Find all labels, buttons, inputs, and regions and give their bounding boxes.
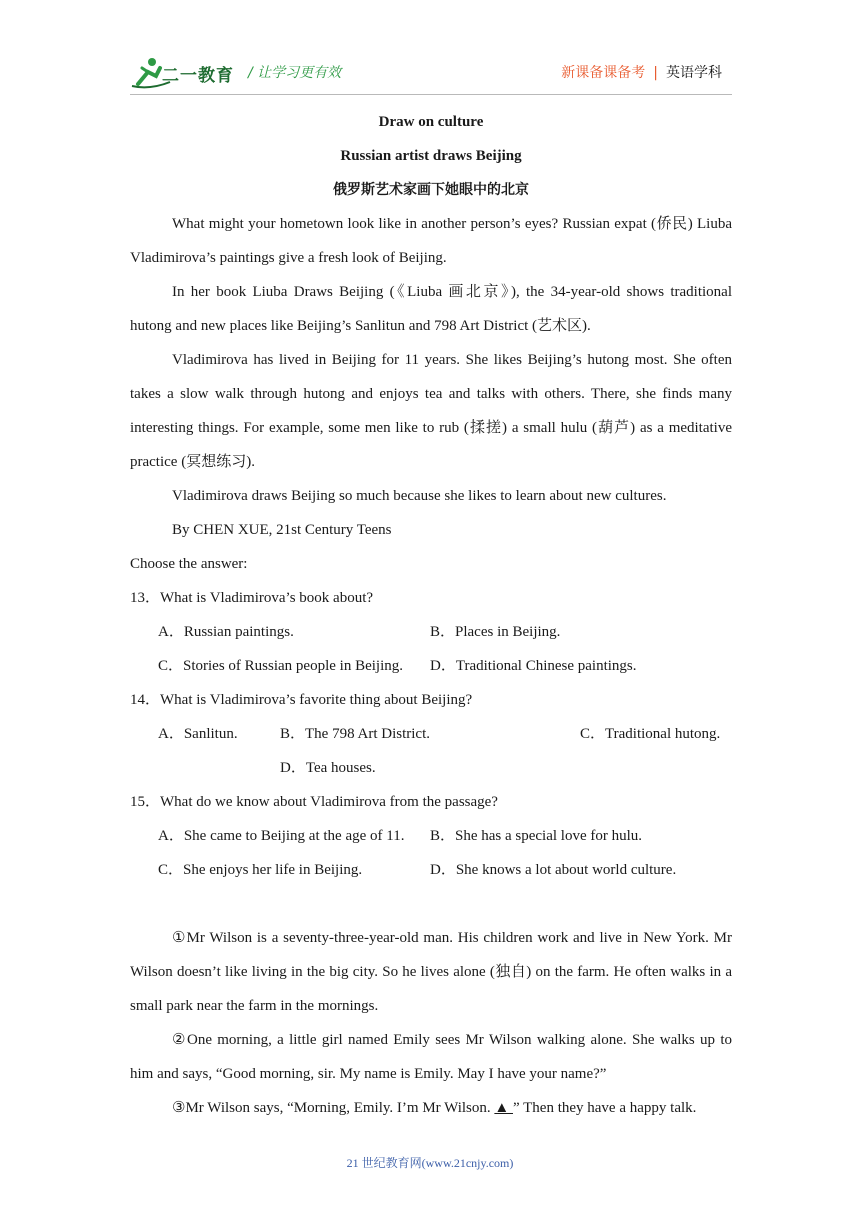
- options-row: [130, 649, 732, 683]
- logo-text: 二一教育: [162, 66, 234, 86]
- article-paragraph: In her book Liuba Draws Beijing (《Liuba 画北京》), the 34-year-old shows traditional hutong and new places like Beijing’s Sanlitun and 798 Art District (艺术区).: [130, 284, 732, 334]
- options-row: [130, 853, 732, 887]
- options-row: [130, 751, 732, 785]
- option-c: C．Traditional hutong.: [580, 726, 721, 742]
- story-paragraph: ①Mr Wilson is a seventy-three-year-old man. His children work and live in New York. Mr Wilson doesn’t like living in the big city. So he lives alone (独自) on the farm. He often walks in a small park near the farm in the mornings.: [130, 930, 732, 1014]
- option-d: D．Tea houses.: [280, 760, 376, 776]
- instruction: Choose the answer:: [130, 556, 248, 572]
- article-paragraph: Vladimirova has lived in Beijing for 11 years. She likes Beijing’s hutong most. She often takes a slow walk through hutong and enjoys tea and talks with others. There, she finds many interesting things. For example, some men like to rub (揉搓) a small hulu (葫芦) as a meditative practice (冥想练习).: [130, 352, 732, 470]
- option-c: C．She enjoys her life in Beijing.: [158, 862, 363, 878]
- question-stem: 13．What is Vladimirova’s book about?: [130, 590, 374, 606]
- options-row: [130, 615, 732, 649]
- document-body: [130, 105, 732, 1125]
- article-chinese-title: 俄罗斯艺术家画下她眼中的北京: [333, 182, 529, 198]
- option-d: D．She knows a lot about world culture.: [430, 862, 677, 878]
- header-subject: [561, 62, 722, 82]
- question-stem: 15．What do we know about Vladimirova from the passage?: [130, 794, 498, 810]
- options-row: [130, 819, 732, 853]
- option-a: A．Russian paintings.: [158, 624, 294, 640]
- option-b: B．Places in Beijing.: [430, 624, 561, 640]
- option-c: C．Stories of Russian people in Beijing.: [158, 658, 403, 674]
- question-stem: 14．What is Vladimirova’s favorite thing about Beijing?: [130, 692, 473, 708]
- article-title: Draw on culture: [378, 114, 484, 130]
- page-header: [130, 52, 732, 92]
- header-course-label: 新课备课备考: [561, 65, 646, 81]
- story-paragraph: ②One morning, a little girl named Emily sees Mr Wilson walking alone. She walks up to him and says, “Good morning, sir. My name is Emily. May I have your name?”: [130, 1032, 732, 1082]
- answer-blank: ▲: [494, 1100, 513, 1116]
- story-text: ③Mr Wilson says, “Morning, Emily. I’m Mr Wilson.: [172, 1100, 495, 1116]
- header-subject-label: 英语学科: [666, 65, 722, 81]
- story-text: ” Then they have a happy talk.: [512, 1100, 697, 1116]
- option-b: B．The 798 Art District.: [280, 726, 430, 742]
- options-row: [130, 717, 732, 751]
- article-byline: By CHEN XUE, 21st Century Teens: [172, 522, 392, 538]
- option-a: A．She came to Beijing at the age of 11.: [158, 828, 405, 844]
- article-paragraph: Vladimirova draws Beijing so much because she likes to learn about new cultures.: [172, 488, 667, 504]
- section-gap: [130, 887, 732, 921]
- header-divider: [130, 94, 732, 95]
- option-d: D．Traditional Chinese paintings.: [430, 658, 637, 674]
- header-slogan: / 让学习更有效: [248, 65, 342, 81]
- page-footer: 21 世纪教育网(www.21cnjy.com): [346, 1156, 514, 1170]
- option-a: A．Sanlitun.: [158, 726, 238, 742]
- article-subtitle: Russian artist draws Beijing: [340, 148, 522, 164]
- header-separator: |: [653, 65, 658, 81]
- article-paragraph: What might your hometown look like in another person’s eyes? Russian expat (侨民) Liuba Vladimirova’s paintings give a fresh look of Beijing.: [130, 216, 732, 266]
- option-b: B．She has a special love for hulu.: [430, 828, 643, 844]
- story-paragraph: [130, 1091, 732, 1125]
